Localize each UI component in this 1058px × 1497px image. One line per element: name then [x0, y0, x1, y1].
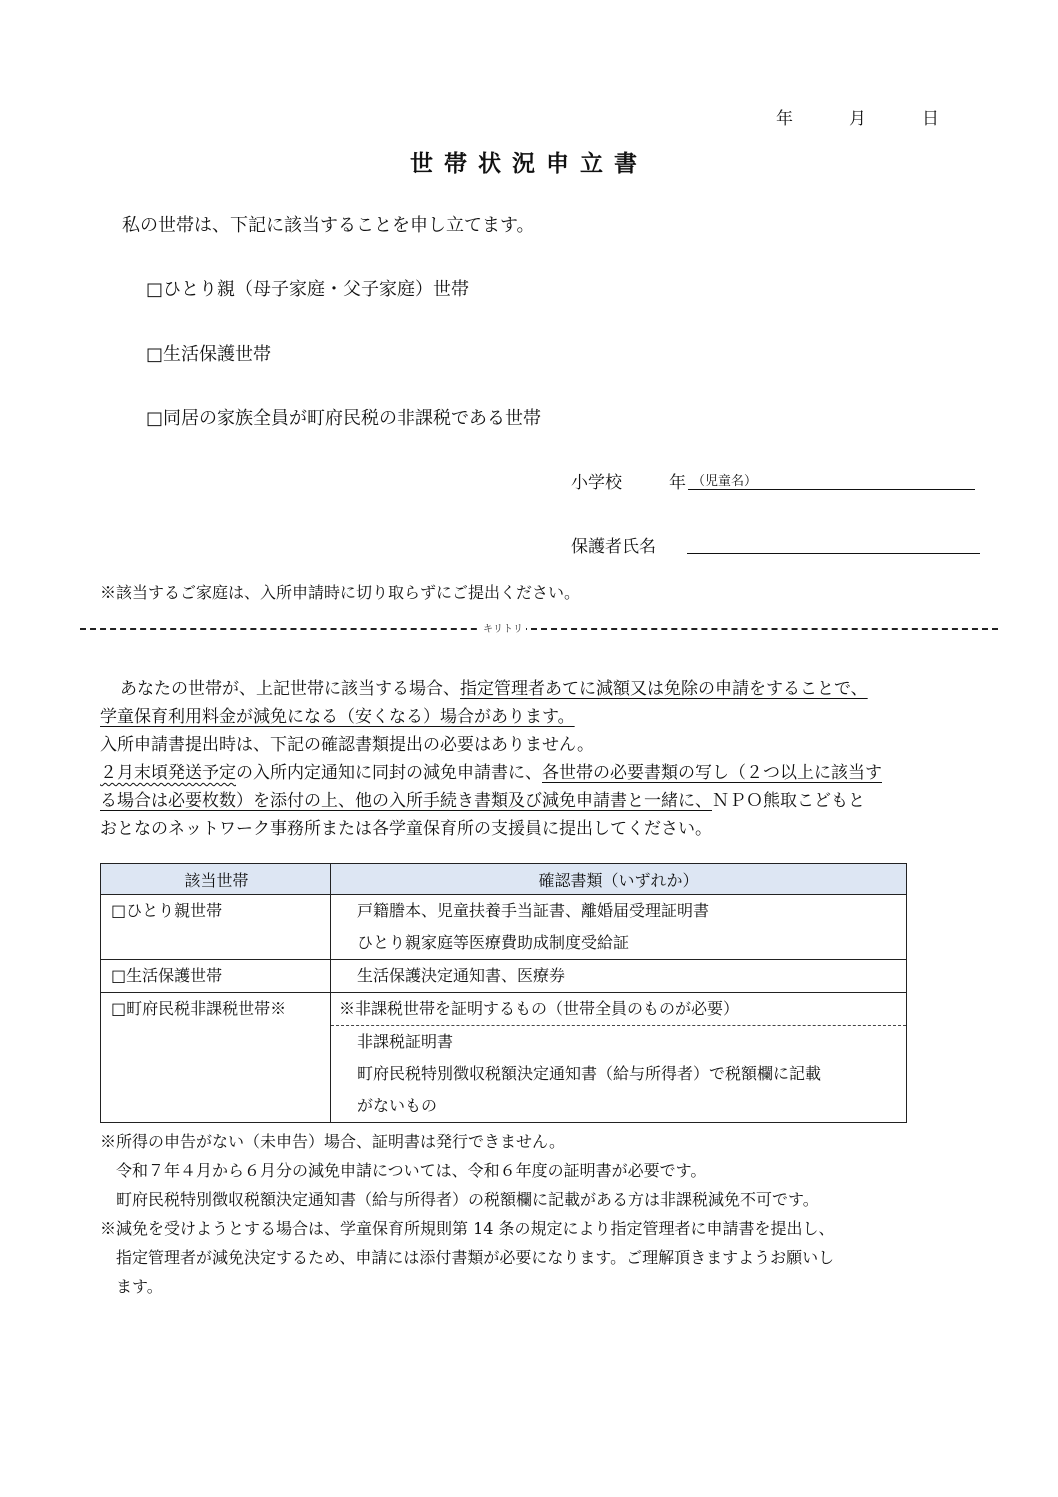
page-title: 世帯状況申立書	[410, 150, 648, 177]
table-cell-doc: がないもの	[357, 1096, 438, 1115]
explanation-send-date: ２月末頃発送予定	[100, 763, 236, 783]
explanation-line2: 学童保育利用料金が減免になる（安くなる）場合があります。	[100, 707, 575, 727]
note-line: ※減免を受けようとする場合は、学童保育所規則第 14 条の規定により指定管理者に申請書を提出し、	[100, 1219, 835, 1238]
guardian-name-label: 保護者氏名	[571, 537, 656, 557]
table-header-row	[101, 864, 907, 895]
explanation-line1-b: 指定管理者あてに減額又は免除の申請をすることで、	[460, 679, 868, 699]
table-header-documents: 確認書類（いずれか）	[331, 864, 907, 895]
school-label: 小学校	[571, 473, 622, 493]
table-cell-doc: 町府民税特別徴収税額決定通知書（給与所得者）で税額欄に記載	[357, 1064, 822, 1083]
explanation-line3: 入所申請書提出時は、下記の確認書類提出の必要はありません。	[100, 735, 595, 755]
explanation-line1-a: あなたの世帯が、上記世帯に該当する場合、	[120, 679, 460, 699]
explanation-line5-b: ＮＰＯ熊取こどもと	[712, 791, 865, 811]
cut-label: キリトリ	[480, 620, 526, 635]
explanation-line6: おとなのネットワーク事務所または各学童保育所の支援員に提出してください。	[100, 819, 712, 839]
table-cell-category: □ひとり親世帯	[111, 901, 223, 920]
date-month-label: 月	[849, 109, 866, 129]
table-cell-doc: ※非課税世帯を証明するもの（世帯全員のものが必要）	[339, 999, 740, 1018]
table-cell-doc: 生活保護決定通知書、医療券	[357, 966, 566, 985]
table-cell-doc: 非課税証明書	[357, 1032, 454, 1051]
table-row	[101, 993, 907, 1026]
table-row	[101, 895, 907, 960]
table-cell-doc: 戸籍謄本、児童扶養手当証書、離婚届受理証明書	[357, 901, 710, 920]
cut-note: ※該当するご家庭は、入所申請時に切り取らずにご提出ください。	[100, 583, 581, 602]
table-cell-category: □生活保護世帯	[111, 966, 223, 985]
option-tax-exempt[interactable]: □同居の家族全員が町府民税の非課税である世帯	[146, 408, 542, 429]
option-single-parent[interactable]: □ひとり親（母子家庭・父子家庭）世帯	[146, 279, 470, 300]
child-name-label: （児童名）	[692, 474, 758, 489]
explanation-paragraph	[100, 675, 882, 843]
date-year-label: 年	[776, 109, 793, 129]
table-row	[101, 960, 907, 993]
cut-line	[80, 628, 998, 630]
option-welfare[interactable]: □生活保護世帯	[146, 344, 272, 365]
note-line: ※所得の申告がない（未申告）場合、証明書は発行できません。	[100, 1132, 565, 1151]
explanation-line4-b: の入所内定通知に同封の減免申請書に、	[236, 763, 542, 783]
note-line: 指定管理者が減免決定するため、申請には添付書類が必要になります。ご理解頂きますようお願いし	[100, 1248, 835, 1267]
table-header-category: 該当世帯	[101, 864, 331, 895]
explanation-line4-c: 各世帯の必要書類の写し（２つ以上に該当す	[542, 763, 882, 783]
note-line: 町府民税特別徴収税額決定通知書（給与所得者）の税額欄に記載がある方は非課税減免不可です。	[100, 1190, 819, 1209]
table-cell-category: □町府民税非課税世帯※	[111, 999, 287, 1018]
child-name-field[interactable]	[688, 470, 975, 490]
table-cell-doc: ひとり親家庭等医療費助成制度受給証	[357, 933, 630, 952]
explanation-line5-a: る場合は必要枚数）を添付の上、他の入所手続き書類及び減免申請書と一緒に、	[100, 791, 712, 811]
note-line: 令和７年４月から６月分の減免申請については、令和６年度の証明書が必要です。	[100, 1161, 707, 1180]
note-line: ます。	[100, 1277, 163, 1296]
notes-section	[100, 1127, 835, 1301]
documents-table	[100, 863, 907, 1123]
guardian-name-field[interactable]	[687, 534, 980, 554]
date-day-label: 日	[922, 109, 939, 129]
grade-label: 年	[669, 473, 686, 493]
declaration-intro: 私の世帯は、下記に該当することを申し立てます。	[122, 215, 535, 236]
